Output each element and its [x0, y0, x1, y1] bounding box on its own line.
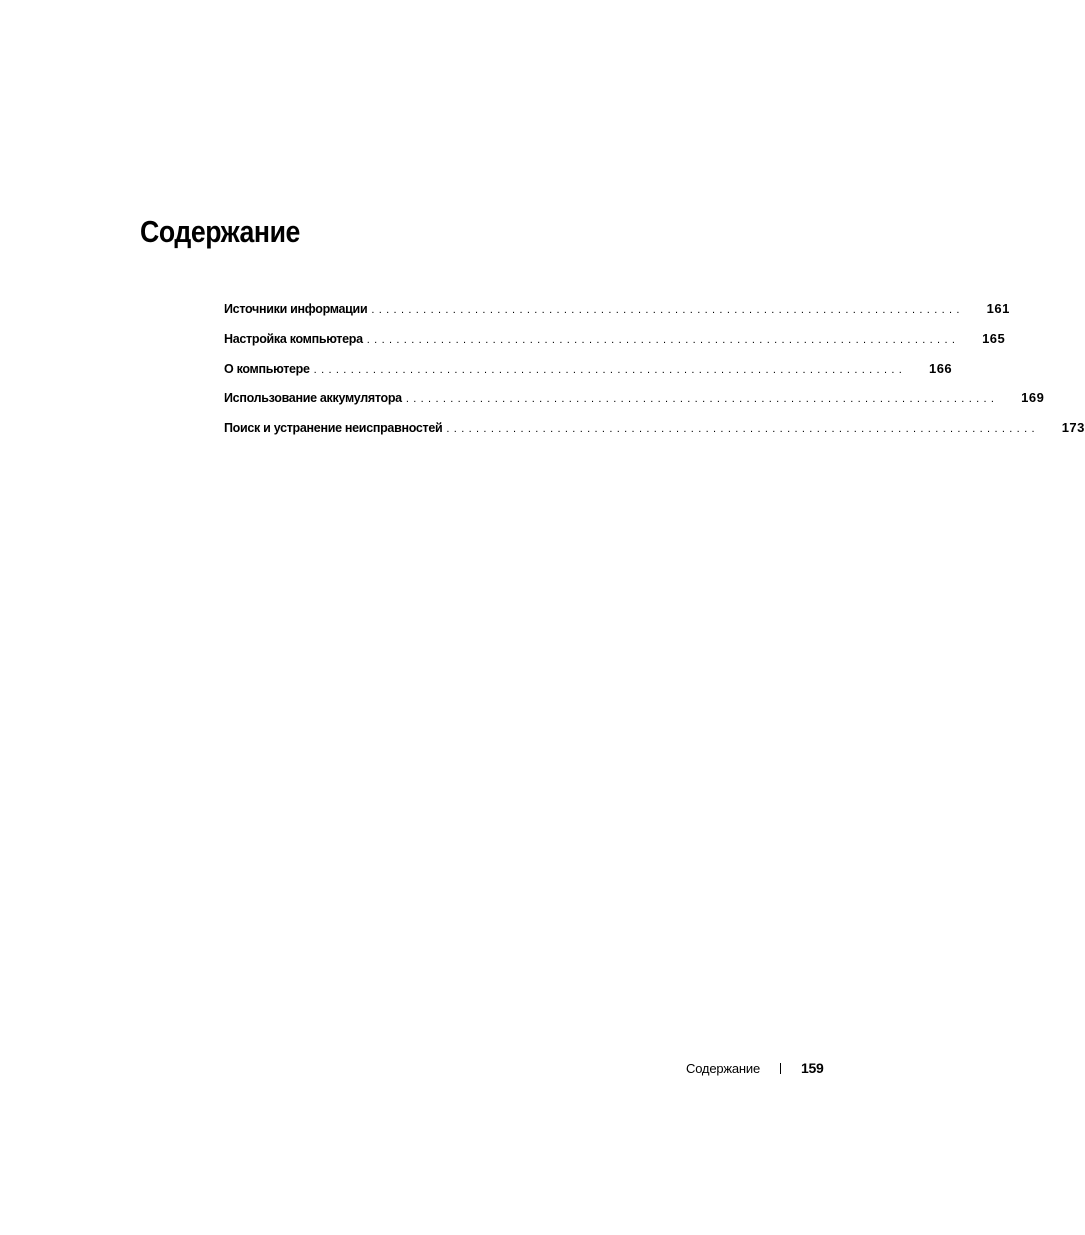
- toc-dot-leader: ................................................................................: [405, 393, 999, 406]
- toc-dot-leader: ................................................................................: [446, 423, 1039, 436]
- toc-entry-label: Источники информации: [224, 302, 368, 316]
- toc-entry[interactable]: [224, 301, 1010, 331]
- toc-entry-label: Настройка компьютера: [224, 331, 363, 346]
- toc-entry-page: 173: [1061, 420, 1085, 436]
- footer-separator: [780, 1063, 781, 1074]
- toc-dot-leader: ................................................................................: [371, 304, 964, 316]
- toc-entry-label: О компьютере: [224, 361, 310, 376]
- toc-entry[interactable]: [224, 390, 1045, 420]
- toc-entry[interactable]: [224, 420, 1085, 450]
- toc-entry-page: 169: [1021, 390, 1045, 406]
- footer-page-number: 159: [800, 1060, 824, 1076]
- toc-entry[interactable]: [224, 330, 1006, 361]
- toc-entry-page: 166: [928, 360, 953, 376]
- toc-dot-leader: ................................................................................: [313, 363, 907, 376]
- toc-dot-leader: ................................................................................: [366, 333, 960, 346]
- table-of-contents: [224, 301, 1085, 450]
- toc-entry-label: Поиск и устранение неисправностей: [224, 421, 443, 436]
- toc-entry-label: Использование аккумулятора: [224, 391, 402, 406]
- toc-entry-page: 165: [982, 330, 1006, 346]
- toc-entry[interactable]: [224, 360, 953, 391]
- page-footer: [686, 1060, 823, 1076]
- toc-entry-page: 161: [986, 301, 1010, 316]
- footer-section-title: Содержание: [686, 1061, 760, 1076]
- page-title: Содержание: [140, 214, 300, 249]
